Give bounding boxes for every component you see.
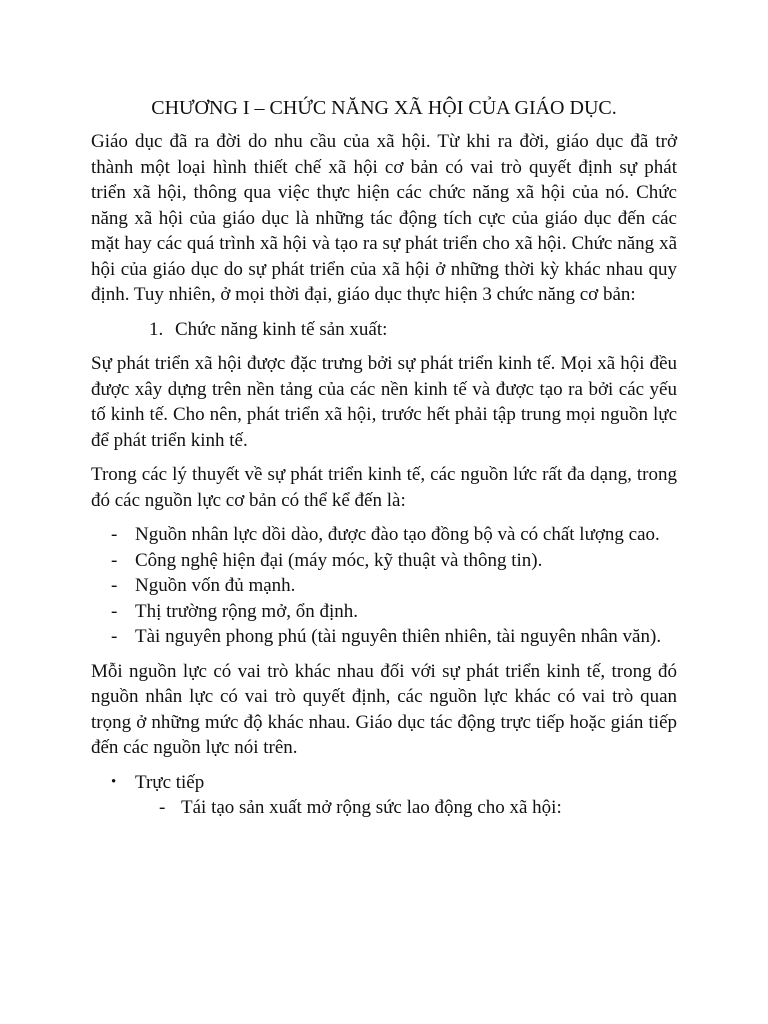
list-item-text: Thị trường rộng mở, ổn định. — [135, 600, 359, 622]
section-number: 1. — [149, 318, 164, 340]
bullet-marker: • — [111, 773, 117, 790]
list-item-text: Tài nguyên phong phú (tài nguyên thiên nhiên, tài nguyên nhân văn). — [135, 626, 662, 647]
dash-marker: - — [159, 797, 166, 818]
chapter-title: CHƯƠNG I – CHỨC NĂNG XÃ HỘI CỦA GIÁO DỤC. — [151, 97, 617, 119]
list-item-text: Nguồn nhân lực dồi dào, được đào tạo đồng bộ và có chất lượng cao. — [135, 524, 660, 545]
list-item — [91, 624, 677, 650]
intro-paragraph: Giáo dục đã ra đời do nhu cầu của xã hội. Từ khi ra đời, giáo dục đã trở thành một loại hình thiết chế xã hội cơ bản có vai trò quyết định sự phát triển xã hội, thông qua việc thực hiện các chức năng xã hội của nó. Chức năng xã hội của giáo dục là những tác động tích cực của giáo dục đến các mặt hay các quá trình xã hội và tạo ra sự phát triển cho xã hội. Chức năng xã hội của giáo dục do sự phát triển của xã hội ở những thời kỳ khác nhau quy định. Tuy nhiên, ở mọi thời đại, giáo dục thực hiện 3 chức năng cơ bản: — [91, 131, 677, 305]
section-heading-text: Chức năng kinh tế sản xuất: — [175, 318, 388, 340]
dash-marker: - — [111, 626, 118, 647]
resources-list — [91, 522, 677, 650]
bullet-item-text: Trực tiếp — [135, 771, 205, 793]
dash-marker: - — [111, 600, 118, 622]
sub-list-item-text: Tái tạo sản xuất mở rộng sức lao động cho xã hội: — [181, 797, 562, 818]
dash-marker: - — [111, 575, 118, 596]
list-item — [91, 599, 677, 625]
list-item-text: Công nghệ hiện đại (máy móc, kỹ thuật và thông tin). — [135, 549, 543, 571]
bullet-item — [91, 770, 677, 796]
list-item — [91, 548, 677, 574]
sub-list-item — [91, 795, 677, 821]
list-item-text: Nguồn vốn đủ mạnh. — [135, 575, 296, 596]
paragraph-resources-intro: Trong các lý thuyết về sự phát triển kinh tế, các nguồn lức rất đa dạng, trong đó các nguồn lực cơ bản có thể kể đến là: — [91, 464, 677, 511]
dash-marker: - — [111, 524, 118, 545]
dash-marker: - — [111, 549, 118, 571]
list-item — [91, 573, 677, 599]
document-page — [91, 95, 677, 821]
section-heading — [91, 317, 677, 343]
paragraph-economic-development: Sự phát triển xã hội được đặc trưng bởi sự phát triển kinh tế. Mọi xã hội đều được xây dựng trên nền tảng của các nền kinh tế và được tạo ra bởi các yếu tố kinh tế. Cho nên, phát triển xã hội, trước hết phải tập trung mọi nguồn lực để phát triển kinh tế. — [91, 353, 677, 451]
paragraph-resource-roles: Mỗi nguồn lực có vai trò khác nhau đối với sự phát triển kinh tế, trong đó nguồn nhân lực có vai trò quyết định, các nguồn lực khác có vai trò quan trọng ở những mức độ khác nhau. Giáo dục tác động trực tiếp hoặc gián tiếp đến các nguồn lực nói trên. — [91, 660, 677, 758]
list-item — [91, 522, 677, 548]
